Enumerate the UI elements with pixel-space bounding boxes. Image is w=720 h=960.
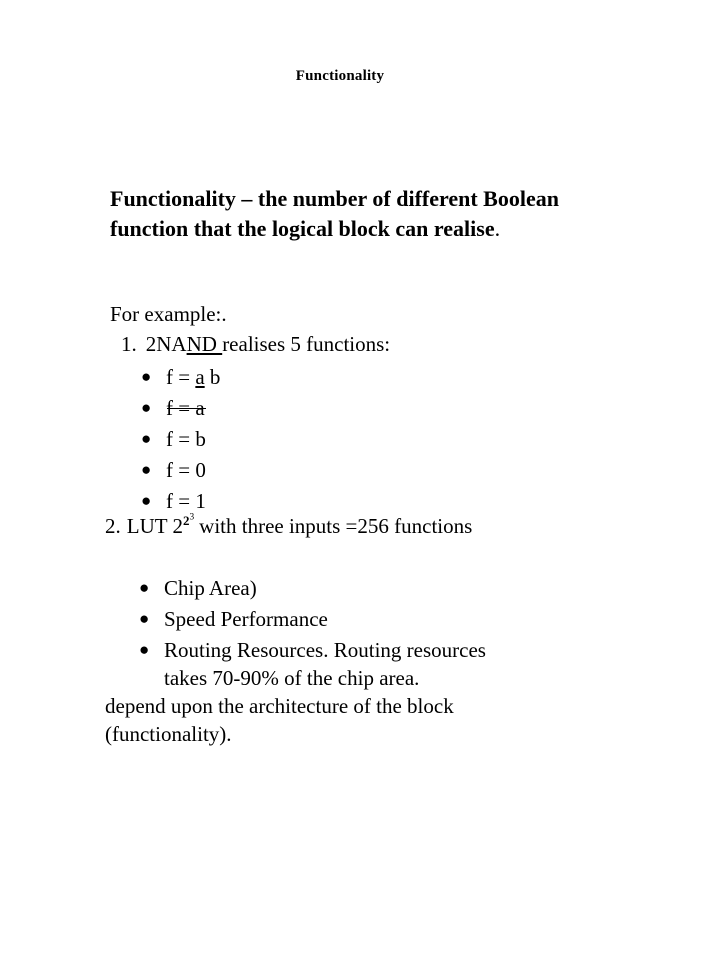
list-item: [141, 456, 220, 487]
for-example-label: For example:.: [110, 302, 227, 326]
list-item: [141, 425, 220, 456]
closing-line-1: depend upon the architecture of the block: [105, 694, 454, 718]
aspects-list: [139, 574, 584, 698]
bullet-icon: ●: [141, 491, 152, 510]
definition-paragraph: [110, 184, 590, 244]
functions-list: [141, 363, 220, 518]
item-1-underlined-text: ND: [186, 332, 223, 356]
function-3-text: f = b: [166, 427, 206, 451]
list-item: [139, 605, 584, 636]
item-2-exponent-base: [183, 513, 194, 528]
function-1-suffix: b: [204, 365, 221, 389]
definition-text: Functionality – the number of different Boolean function that the logical block can realise: [110, 186, 559, 241]
function-1-underlined: a: [195, 365, 205, 389]
list-item: [141, 363, 220, 394]
bullet-icon: ●: [141, 398, 152, 417]
item-1-text-before: 2NA: [145, 332, 187, 356]
aspect-3-line1: Routing Resources. Routing resources: [164, 638, 486, 662]
item-2-number: 2.: [105, 514, 121, 538]
item-1-text-after: realises 5 functions:: [222, 332, 391, 356]
function-1-prefix: f =: [166, 365, 196, 389]
bullet-icon: ●: [139, 609, 150, 628]
numbered-item-1: [121, 330, 390, 358]
function-5-text: f = 1: [166, 489, 206, 513]
closing-paragraph: [105, 692, 575, 748]
function-2-prefix: f =: [166, 396, 196, 420]
item-2-tail: with three inputs =256 functions: [199, 514, 473, 538]
definition-period: .: [494, 216, 501, 241]
bullet-icon: ●: [139, 640, 150, 659]
item-1-number: 1.: [121, 332, 137, 356]
aspect-2-text: Speed Performance: [164, 607, 328, 631]
closing-line-2: (functionality).: [105, 722, 232, 746]
list-item: [139, 574, 584, 605]
bullet-icon: ●: [139, 578, 150, 597]
exponent-base-value: 2: [182, 513, 190, 528]
numbered-item-2: [105, 512, 472, 540]
page-title: Functionality: [295, 68, 385, 84]
item-2-lead: LUT 2: [126, 514, 183, 538]
list-item: [139, 636, 584, 698]
item-2-exponent-exponent: 3: [189, 512, 195, 523]
function-2-struck-group: [166, 396, 205, 420]
bullet-icon: ●: [141, 367, 152, 386]
aspect-1-text: Chip Area): [164, 576, 257, 600]
bullet-icon: ●: [141, 429, 152, 448]
function-4-text: f = 0: [166, 458, 206, 482]
aspect-3-line2: takes 70-90% of the chip area.: [164, 666, 420, 690]
list-item: [141, 394, 220, 425]
bullet-icon: ●: [141, 460, 152, 479]
function-2-struck: a: [195, 396, 205, 420]
